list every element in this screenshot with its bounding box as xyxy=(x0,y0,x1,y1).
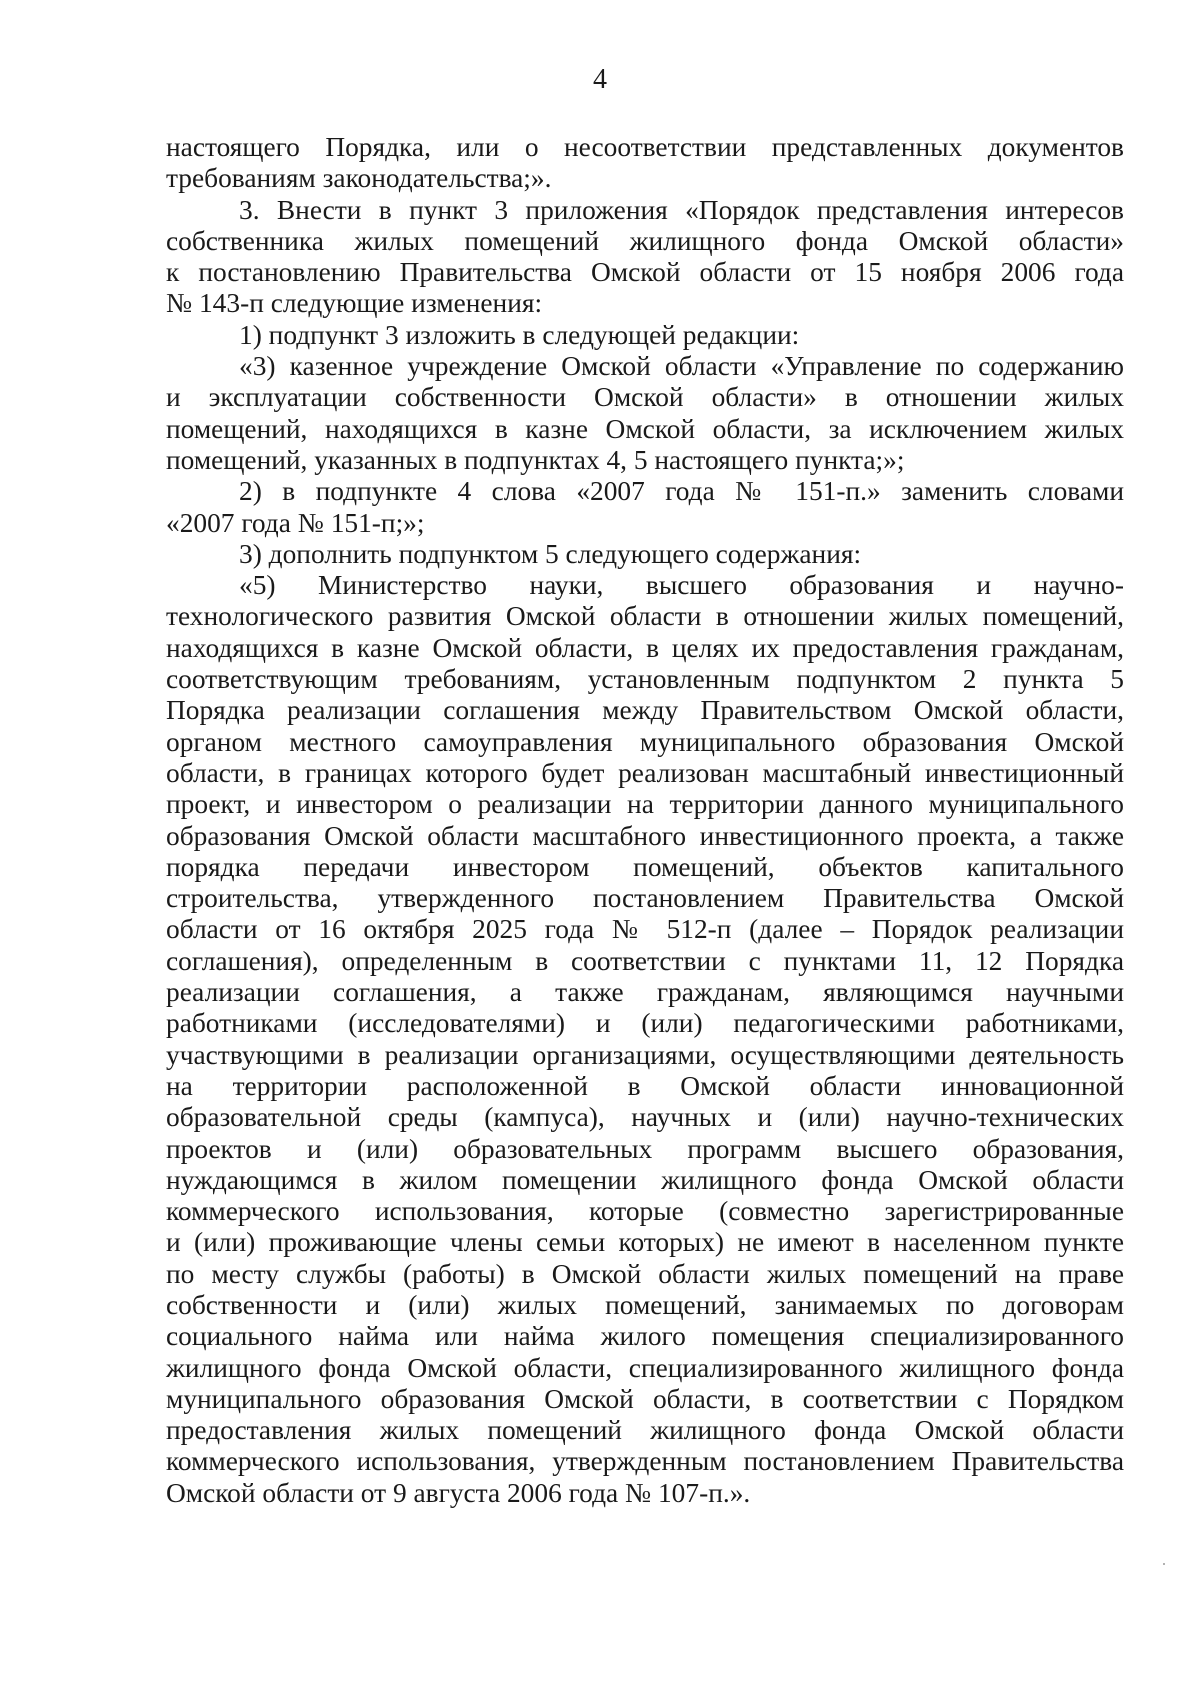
text-line: коммерческого использования, утвержденным постановлением Правительства xyxy=(166,1446,1124,1477)
text-line: находящихся в казне Омской области, в целях их предоставления гражданам, xyxy=(166,632,1124,663)
text-line: на территории расположенной в Омской области инновационной xyxy=(166,1070,1124,1101)
scan-artifact xyxy=(1163,1563,1165,1565)
text-line: соглашения), определенным в соответствии с пунктами 11, 12 Порядка xyxy=(166,945,1124,976)
text-line: собственности и (или) жилых помещений, занимаемых по договорам xyxy=(166,1289,1124,1320)
text-line: № 143-п следующие изменения: xyxy=(166,288,543,319)
text-line: требованиям законодательства;». xyxy=(166,163,552,194)
text-line: настоящего Порядка, или о несоответствии представленных документов xyxy=(166,132,1124,162)
text-line: и эксплуатации собственности Омской области» в отношении жилых xyxy=(166,382,1124,413)
text-line: жилищного фонда Омской области, специализированного жилищного фонда xyxy=(166,1352,1124,1383)
document-body xyxy=(166,132,1124,1509)
text-line: работниками (исследователями) и (или) педагогическими работниками, xyxy=(166,1008,1124,1039)
text-line: коммерческого использования, которые (совместно зарегистрированные xyxy=(166,1196,1124,1227)
text-line: участвующими в реализации организациями, осуществляющими деятельность xyxy=(166,1039,1124,1070)
text-line: проект, и инвестором о реализации на территории данного муниципального xyxy=(166,789,1124,820)
text-line: Порядка реализации соглашения между Правительством Омской области, xyxy=(166,695,1124,726)
text-line: помещений, указанных в подпунктах 4, 5 настоящего пункта;»; xyxy=(166,444,905,475)
text-line: области от 16 октября 2025 года № 512-п (далее – Порядок реализации xyxy=(166,914,1124,945)
page-number: 4 xyxy=(593,64,607,95)
text-line: к постановлению Правительства Омской области от 15 ноября 2006 года xyxy=(166,257,1124,288)
text-line: предоставления жилых помещений жилищного фонда Омской области xyxy=(166,1415,1124,1446)
text-line: «2007 года № 151-п;»; xyxy=(166,507,425,538)
text-line: и (или) проживающие члены семьи которых) не имеют в населенном пункте xyxy=(166,1227,1124,1258)
paragraph-start-line: 3. Внести в пункт 3 приложения «Порядок представления интересов xyxy=(239,194,1124,225)
text-line: по месту службы (работы) в Омской области жилых помещений на праве xyxy=(166,1258,1124,1289)
text-line: органом местного самоуправления муниципального образования Омской xyxy=(166,726,1124,757)
text-line: строительства, утвержденного постановлением Правительства Омской xyxy=(166,883,1124,914)
text-line: соответствующим требованиям, установленным подпунктом 2 пункта 5 xyxy=(166,664,1124,695)
text-line: социального найма или найма жилого помещения специализированного xyxy=(166,1321,1124,1352)
text-line: помещений, находящихся в казне Омской области, за исключением жилых xyxy=(166,413,1124,444)
text-line: порядка передачи инвестором помещений, объектов капитального xyxy=(166,851,1124,882)
text-line: муниципального образования Омской области, в соответствии с Порядком xyxy=(166,1383,1124,1414)
text-line: образования Омской области масштабного инвестиционного проекта, а также xyxy=(166,820,1124,851)
text-line: нуждающимся в жилом помещении жилищного фонда Омской области xyxy=(166,1164,1124,1195)
paragraph-start-line: «5) Министерство науки, высшего образования и научно- xyxy=(239,570,1124,601)
text-line: реализации соглашения, а также гражданам, являющимся научными xyxy=(166,977,1124,1008)
text-line: технологического развития Омской области в отношении жилых помещений, xyxy=(166,601,1124,632)
paragraph-start-line: 1) подпункт 3 изложить в следующей редакции: xyxy=(239,319,800,350)
text-line: области, в границах которого будет реализован масштабный инвестиционный xyxy=(166,757,1124,788)
paragraph-start-line: 3) дополнить подпунктом 5 следующего содержания: xyxy=(239,538,862,569)
paragraph-start-line: «3) казенное учреждение Омской области «Управление по содержанию xyxy=(239,351,1124,382)
text-line: проектов и (или) образовательных программ высшего образования, xyxy=(166,1133,1124,1164)
paragraph-start-line: 2) в подпункте 4 слова «2007 года № 151-п.» заменить словами xyxy=(239,476,1124,507)
text-line: образовательной среды (кампуса), научных и (или) научно-технических xyxy=(166,1102,1124,1133)
text-line: Омской области от 9 августа 2006 года № 107-п.». xyxy=(166,1477,751,1508)
text-line: собственника жилых помещений жилищного фонда Омской области» xyxy=(166,225,1124,256)
